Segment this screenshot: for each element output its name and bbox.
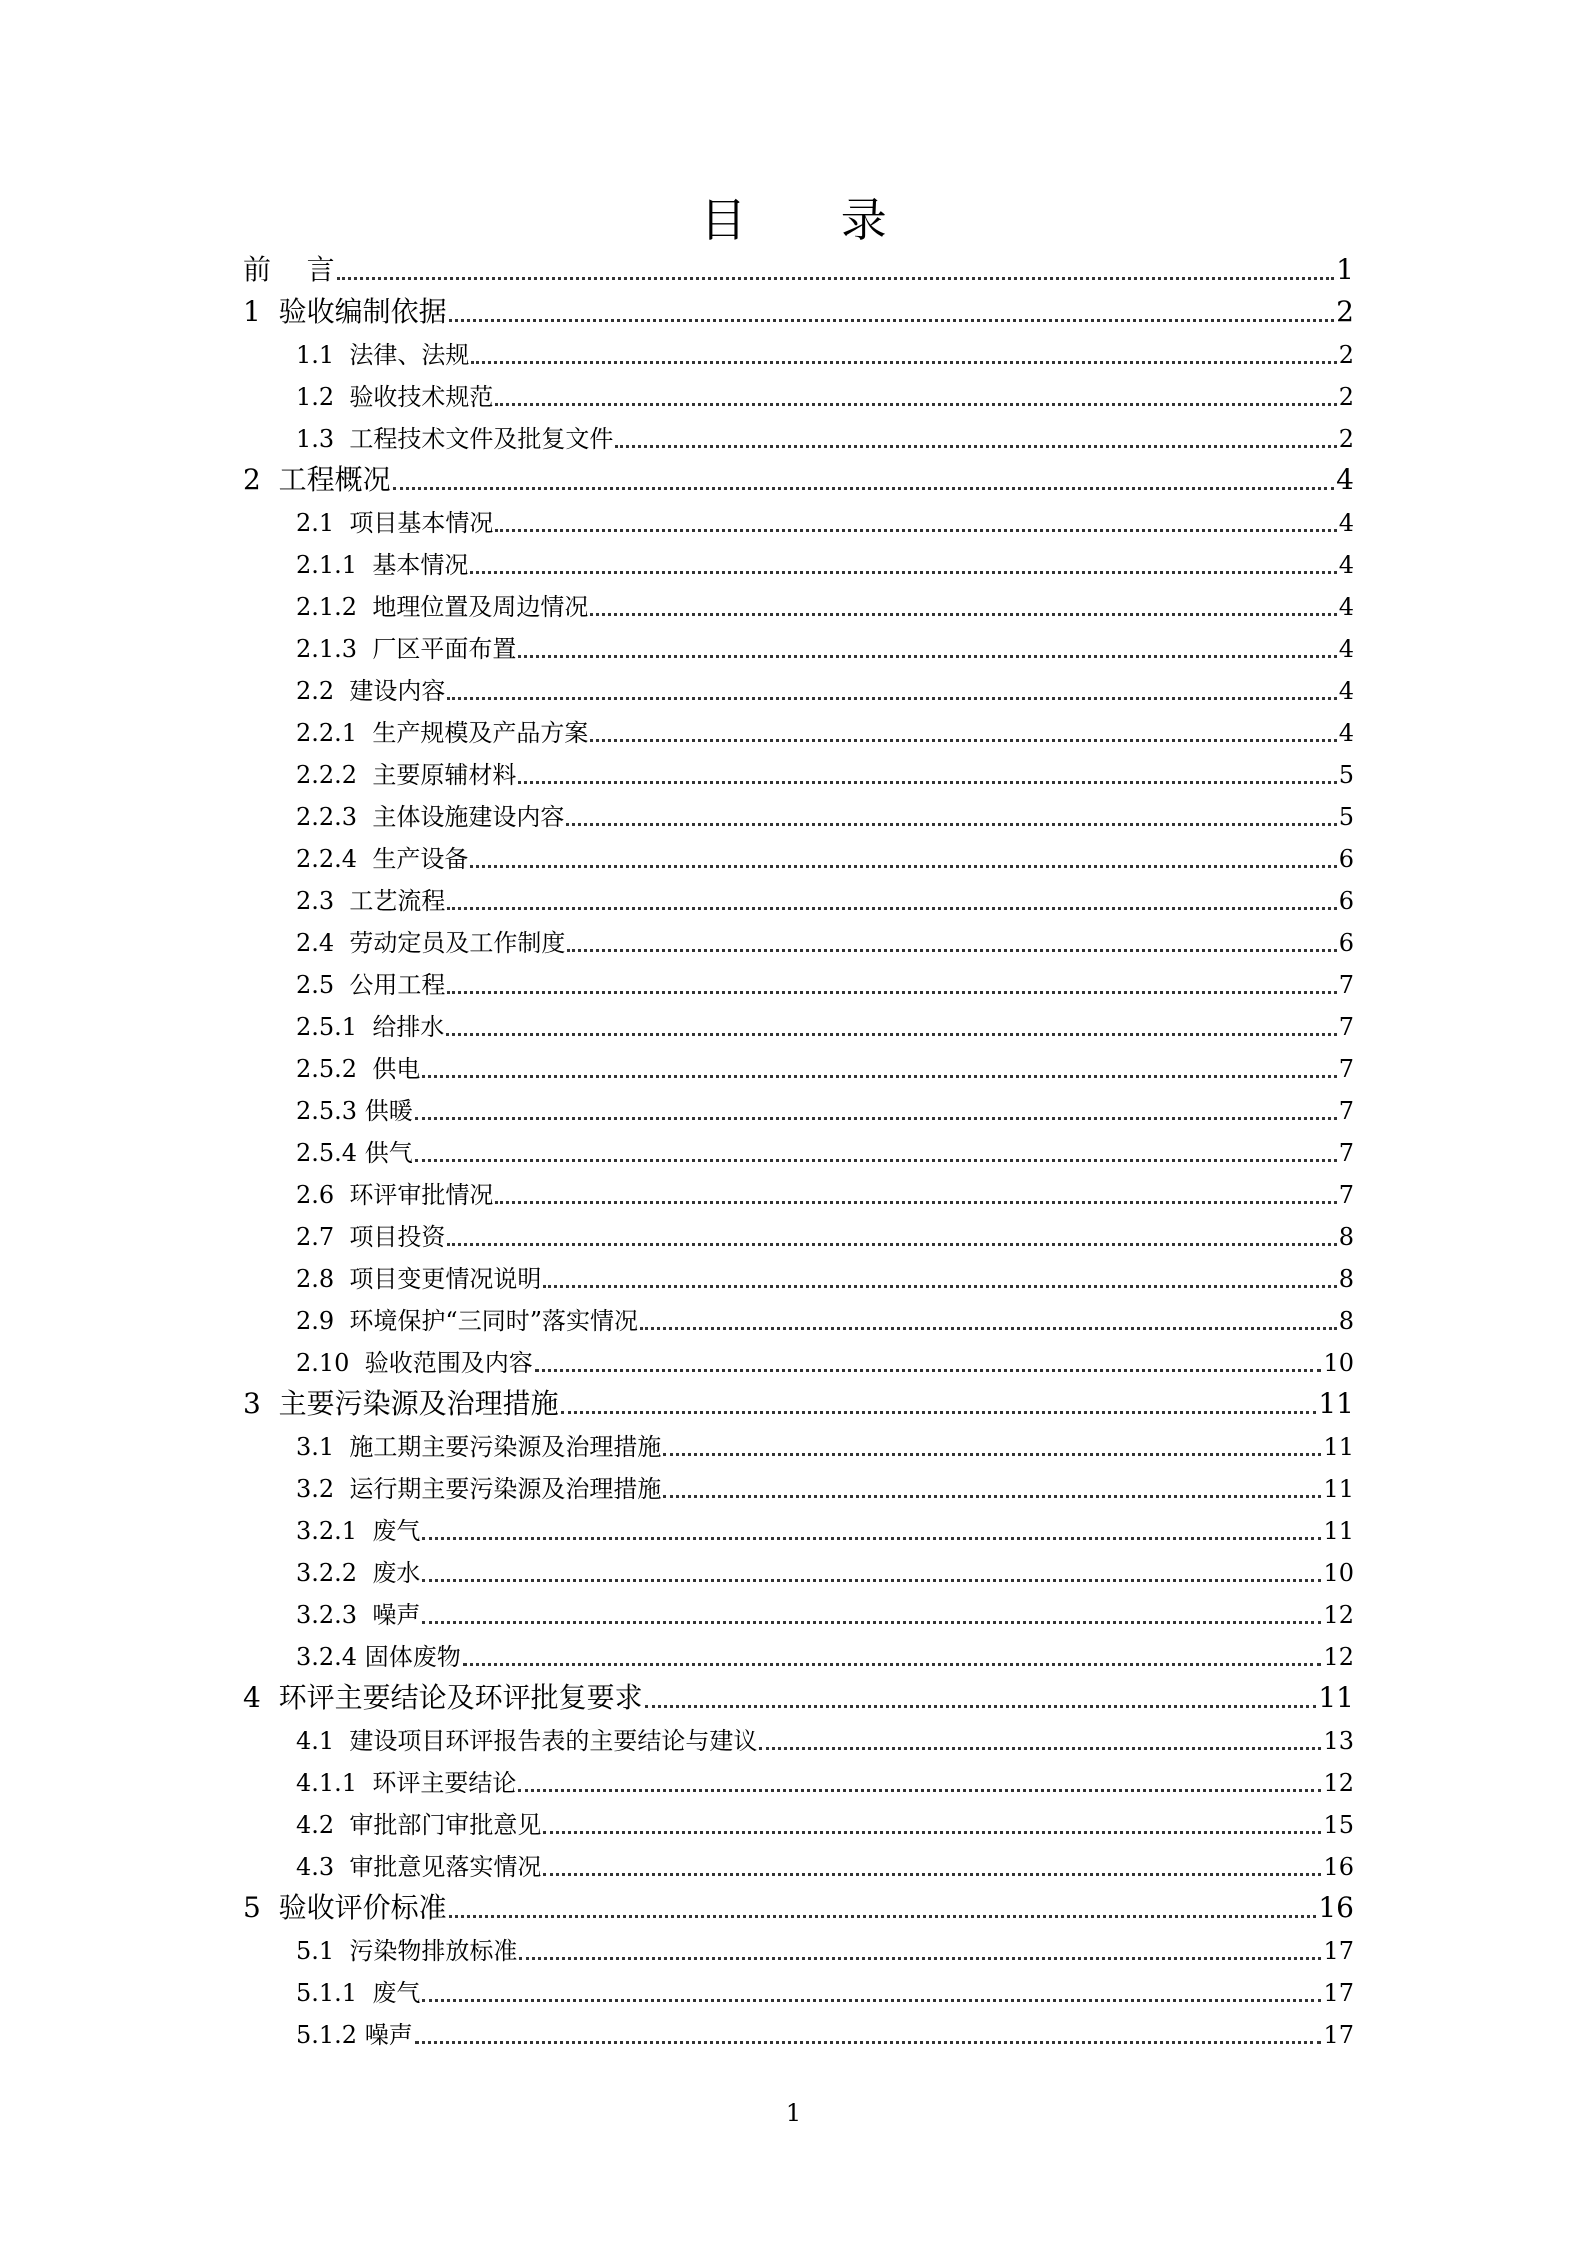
toc-entry-page: 17 [1323,1979,1354,2007]
toc-chapter-entry[interactable] [243,291,1354,331]
toc-entry-title: 2.1 项目基本情况 [296,509,494,537]
toc-dot-leader [422,1537,1321,1540]
toc-section-entry[interactable] [296,1719,1354,1759]
toc-dot-leader [471,361,1336,364]
toc-dot-leader [447,1243,1336,1246]
toc-dot-leader [447,907,1336,910]
toc-dot-leader [543,1873,1321,1876]
toc-dot-leader [470,865,1336,868]
toc-section-entry[interactable] [296,1089,1354,1129]
toc-section-entry[interactable] [296,1551,1354,1591]
toc-title: 目 录 [700,193,927,247]
toc-entry-page: 11 [1323,1433,1354,1461]
toc-entry-title: 2.2.4 生产设备 [296,845,469,873]
toc-entry-title: 2.5 公用工程 [296,971,446,999]
toc-entry-title: 5.1.2 噪声 [296,2021,413,2049]
toc-dot-leader [415,2041,1322,2044]
toc-entry-title: 3.2.2 废水 [296,1559,421,1587]
toc-section-entry[interactable] [296,1341,1354,1381]
toc-section-entry[interactable] [296,1593,1354,1633]
toc-entry-title: 2.1.1 基本情况 [296,551,469,579]
toc-entry-page: 4 [1338,677,1354,705]
toc-section-entry[interactable] [296,1761,1354,1801]
toc-dot-leader [519,1957,1321,1960]
toc-entry-page: 15 [1323,1811,1354,1839]
toc-entry-page: 2 [1338,383,1354,411]
toc-entry-page: 11 [1323,1517,1354,1545]
toc-entry-page: 12 [1323,1769,1354,1797]
toc-entry-page: 13 [1323,1727,1354,1755]
toc-entry-title: 前 言 [243,253,335,286]
toc-dot-leader [449,1915,1317,1918]
toc-section-entry[interactable] [296,879,1354,919]
toc-dot-leader [759,1747,1321,1750]
toc-dot-leader [447,991,1336,994]
toc-entry-page: 2 [1338,341,1354,369]
toc-entry-title: 2.10 验收范围及内容 [296,1349,533,1377]
toc-entry-title: 2.2.3 主体设施建设内容 [296,803,565,831]
toc-entry-page: 4 [1338,635,1354,663]
toc-dot-leader [590,613,1336,616]
toc-dot-leader [415,1159,1337,1162]
toc-entry-page: 12 [1323,1643,1354,1671]
toc-dot-leader [463,1663,1322,1666]
toc-entry-title: 4.3 审批意见落实情况 [296,1853,542,1881]
toc-entry-page: 16 [1323,1853,1354,1881]
toc-dot-leader [663,1453,1321,1456]
toc-dot-leader [543,1285,1336,1288]
toc-entry-page: 17 [1323,1937,1354,1965]
toc-entry-page: 8 [1338,1265,1354,1293]
toc-dot-leader [422,1075,1336,1078]
toc-entry-title: 2.4 劳动定员及工作制度 [296,929,566,957]
toc-dot-leader [535,1369,1322,1372]
toc-entry-page: 4 [1338,551,1354,579]
toc-section-entry[interactable] [296,333,1354,373]
toc-entry-page: 11 [1318,1681,1354,1714]
toc-dot-leader [470,571,1336,574]
toc-dot-leader [640,1327,1337,1330]
toc-section-entry[interactable] [296,627,1354,667]
toc-section-entry[interactable] [296,753,1354,793]
toc-entry-page: 8 [1338,1307,1354,1335]
toc-entry-title: 2.5.4 供气 [296,1139,413,1167]
toc-entry-title: 2.8 项目变更情况说明 [296,1265,542,1293]
toc-entry-title: 3.2.1 废气 [296,1517,421,1545]
toc-section-entry[interactable] [296,1425,1354,1465]
toc-entry-page: 6 [1338,887,1354,915]
toc-entry-page: 4 [1338,719,1354,747]
toc-section-entry[interactable] [296,1971,1354,2011]
toc-dot-leader [518,655,1336,658]
toc-dot-leader [337,277,1335,280]
toc-entry-page: 11 [1323,1475,1354,1503]
toc-section-entry[interactable] [296,669,1354,709]
toc-chapter-entry[interactable] [243,1887,1354,1927]
toc-entry-page: 10 [1323,1559,1354,1587]
toc-entry-page: 7 [1338,1055,1354,1083]
toc-dot-leader [590,739,1336,742]
toc-dot-leader [495,1201,1336,1204]
toc-entry-page: 7 [1338,1139,1354,1167]
toc-entry-title: 2.2.1 生产规模及产品方案 [296,719,589,747]
toc-entry-page: 5 [1338,761,1354,789]
toc-chapter-entry[interactable] [243,1677,1354,1717]
toc-entry-title: 2.7 项目投资 [296,1223,446,1251]
toc-dot-leader [615,445,1336,448]
toc-entry-title: 4.1 建设项目环评报告表的主要结论与建议 [296,1727,758,1755]
toc-dot-leader [446,1033,1336,1036]
toc-entry-page: 12 [1323,1601,1354,1629]
toc-entry-title: 5 验收评价标准 [243,1891,447,1924]
toc-dot-leader [561,1411,1317,1414]
toc-section-entry[interactable] [296,1047,1354,1087]
toc-entry-title: 2.2.2 主要原辅材料 [296,761,517,789]
toc-section-entry[interactable] [296,585,1354,625]
toc-section-entry[interactable] [296,375,1354,415]
toc-section-entry[interactable] [296,2013,1354,2053]
toc-entry-title: 4.2 审批部门审批意见 [296,1811,542,1839]
toc-entry-title: 3.2.4 固体废物 [296,1643,461,1671]
toc-section-entry[interactable] [296,1509,1354,1549]
toc-section-entry[interactable] [296,1215,1354,1255]
toc-section-entry[interactable] [296,837,1354,877]
toc-section-entry[interactable] [296,921,1354,961]
toc-entry-page: 8 [1338,1223,1354,1251]
toc-entry-title: 1.1 法律、法规 [296,341,470,369]
toc-dot-leader [422,1999,1321,2002]
toc-dot-leader [422,1621,1321,1624]
toc-entry-title: 2.6 环评审批情况 [296,1181,494,1209]
toc-entry-title: 3.2 运行期主要污染源及治理措施 [296,1475,662,1503]
toc-section-entry[interactable] [296,795,1354,835]
toc-section-entry[interactable] [296,543,1354,583]
toc-entry-title: 2.2 建设内容 [296,677,446,705]
toc-dot-leader [393,487,1335,490]
toc-entry-page: 7 [1338,1013,1354,1041]
toc-dot-leader [415,1117,1337,1120]
toc-section-entry[interactable] [296,1803,1354,1843]
toc-section-entry[interactable] [296,1929,1354,1969]
toc-chapter-entry[interactable] [243,459,1354,499]
toc-dot-leader [663,1495,1321,1498]
toc-section-entry[interactable] [296,1131,1354,1171]
toc-section-entry[interactable] [296,417,1354,457]
toc-entry-page: 1 [1336,253,1354,286]
toc-dot-leader [518,781,1336,784]
toc-dot-leader [645,1705,1317,1708]
toc-section-entry[interactable] [296,1173,1354,1213]
toc-dot-leader [495,529,1336,532]
toc-entry-page: 2 [1336,295,1354,328]
toc-dot-leader [495,403,1336,406]
toc-entry-title: 2 工程概况 [243,463,391,496]
toc-entry-title: 2.5.2 供电 [296,1055,421,1083]
toc-chapter-entry[interactable] [243,1383,1354,1423]
toc-entry-title: 5.1 污染物排放标准 [296,1937,518,1965]
toc-section-entry[interactable] [296,1299,1354,1339]
toc-entry-page: 4 [1338,593,1354,621]
toc-entry-page: 6 [1338,929,1354,957]
toc-entry-page: 10 [1323,1349,1354,1377]
toc-entry-page: 2 [1338,425,1354,453]
toc-dot-leader [449,319,1335,322]
toc-entry-title: 2.3 工艺流程 [296,887,446,915]
toc-entry-title: 2.9 环境保护“三同时”落实情况 [296,1307,638,1335]
toc-entry-title: 1 验收编制依据 [243,295,447,328]
toc-entry-page: 6 [1338,845,1354,873]
toc-entry-title: 3.1 施工期主要污染源及治理措施 [296,1433,662,1461]
toc-entry-page: 16 [1318,1891,1354,1924]
toc-entry-title: 4.1.1 环评主要结论 [296,1769,517,1797]
toc-entry-page: 11 [1318,1387,1354,1420]
toc-entry-page: 4 [1336,463,1354,496]
toc-dot-leader [543,1831,1321,1834]
toc-section-entry[interactable] [296,711,1354,751]
toc-entry-title: 2.5.3 供暖 [296,1097,413,1125]
toc-entry-page: 7 [1338,1181,1354,1209]
toc-entry-page: 7 [1338,1097,1354,1125]
toc-entry-page: 5 [1338,803,1354,831]
toc-section-entry[interactable] [296,1635,1354,1675]
toc-entry-title: 2.1.2 地理位置及周边情况 [296,593,589,621]
toc-dot-leader [566,823,1336,826]
toc-entry-title: 1.2 验收技术规范 [296,383,494,411]
toc-entry-page: 17 [1323,2021,1354,2049]
toc-chapter-entry[interactable] [243,249,1354,289]
page-number: 1 [785,2099,802,2127]
toc-entry-title: 2.5.1 给排水 [296,1013,445,1041]
toc-entry-title: 3.2.3 噪声 [296,1601,421,1629]
toc-dot-leader [567,949,1336,952]
toc-section-entry[interactable] [296,1005,1354,1045]
toc-entry-title: 1.3 工程技术文件及批复文件 [296,425,614,453]
toc-entry-page: 4 [1338,509,1354,537]
toc-entry-title: 5.1.1 废气 [296,1979,421,2007]
toc-entry-page: 7 [1338,971,1354,999]
toc-dot-leader [518,1789,1321,1792]
toc-section-entry[interactable] [296,1467,1354,1507]
toc-entry-title: 2.1.3 厂区平面布置 [296,635,517,663]
toc-dot-leader [422,1579,1321,1582]
toc-section-entry[interactable] [296,963,1354,1003]
toc-entry-title: 3 主要污染源及治理措施 [243,1387,559,1420]
toc-dot-leader [447,697,1336,700]
toc-section-entry[interactable] [296,1845,1354,1885]
toc-section-entry[interactable] [296,501,1354,541]
toc-entry-title: 4 环评主要结论及环评批复要求 [243,1681,643,1714]
toc-section-entry[interactable] [296,1257,1354,1297]
